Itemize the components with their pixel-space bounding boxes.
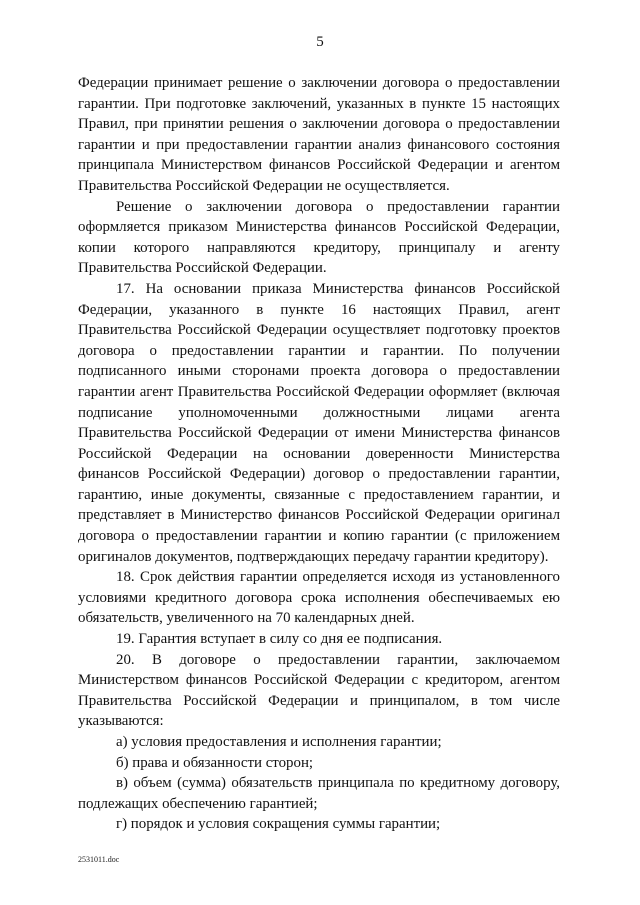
paragraph-19: 19. Гарантия вступает в силу со дня ее подписания. [116,631,443,648]
paragraph-decision: Решение о заключении договора о предоставлении гарантии оформляется приказом Министерства финансов Российской Федерации, копии которого направляются кредитору, принципалу и агенту Правительства Российской Федерации. [78,198,560,277]
list-item-a: а) условия предоставления и исполнения гарантии; [116,734,442,750]
paragraph-20: 20. В договоре о предоставлении гарантии, заключаемом Министерством финансов Российской Федерации с кредитором, агентом Правительства Российской Федерации и принципалом, в том числе указываются: [78,651,560,730]
paragraph-17: 17. На основании приказа Министерства финансов Российской Федерации, указанного в пункте 16 настоящих Правил, агент Правительства Российской Федерации осуществляет подготовку проектов договора о предоставлении гарантии и гарантии. По получении подписанного иными сторонами проекта договора о предоставлении гарантии агент Правительства Российской Федерации оформляет (включая подписание уполномоченными должностными лицами агента Правительства Российской Федерации от имени Министерства финансов Российской Федерации на основании доверенности Министерства финансов Российской Федерации) договор о предоставлении гарантии, гарантию, иные документы, связанные с предоставлением гарантии, и представляет в Министерство финансов Российской Федерации оригинал договора о предоставлении гарантии и копию гарантии (с приложением оригиналов документов, подтверждающих передачу гарантии кредитору). [78,280,560,565]
paragraph-continuation: Федерации принимает решение о заключении договора о предоставлении гарантии. При подготовке заключений, указанных в пункте 15 настоящих Правил, при принятии решения о заключении договора о предоставлении гарантии и при предоставлении гарантии анализ финансового состояния принципала Министерством финансов Российской Федерации и агентом Правительства Российской Федерации не осуществляется. [78,75,560,194]
footer-filename: 2531011.doc [78,855,120,864]
paragraph-18: 18. Срок действия гарантии определяется исходя из установленного условиями кредитного договора срока исполнения обеспечиваемых ею обязательств, увеличенного на 70 календарных дней. [78,569,560,627]
page-number: 5 [316,34,324,50]
list-item-b: б) права и обязанности сторон; [116,754,314,771]
list-item-g: г) порядок и условия сокращения суммы гарантии; [116,816,441,833]
document-body [78,73,560,835]
list-item-v: в) объем (сумма) обязательств принципала по кредитному договору, подлежащих обеспечению гарантией; [78,775,560,812]
